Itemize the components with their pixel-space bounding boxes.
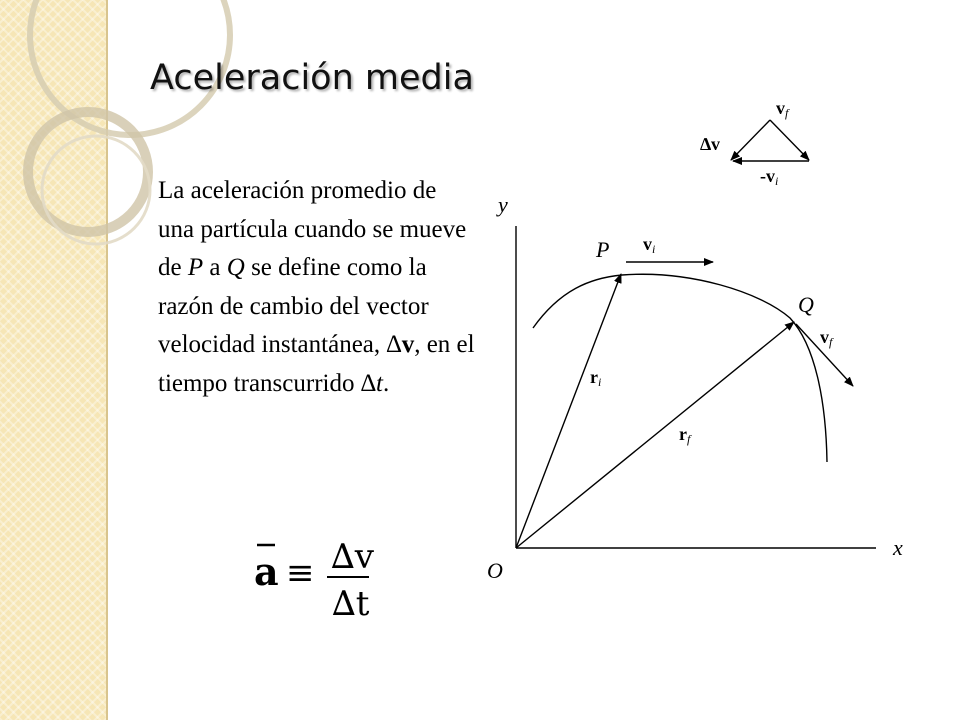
time-symbol: t <box>376 369 383 397</box>
vf-label <box>820 327 834 349</box>
average-acceleration-formula <box>250 528 400 628</box>
velocity-symbol: v <box>401 331 415 359</box>
numerator: ∆v <box>331 537 374 577</box>
acceleration-symbol: a <box>254 549 279 594</box>
point-q-label: Q <box>798 292 814 317</box>
origin-label: O <box>487 558 503 583</box>
denominator: ∆t <box>332 584 370 624</box>
ri-label-main: r <box>590 367 598 387</box>
ri-label <box>590 367 601 389</box>
vi-label-sub: i <box>652 242 656 256</box>
equivalence-symbol: ≡ <box>286 553 315 593</box>
text-segment: La aceleración promedio de una partícula cuando se mueve de <box>158 177 467 282</box>
x-axis-label: x <box>893 535 903 560</box>
ri-label-sub: i <box>598 375 602 389</box>
text-segment: se define como la razón de cambio del vector velocidad instantánea, <box>158 254 429 359</box>
triangle-vf-label <box>776 98 790 120</box>
vi-label <box>643 234 655 256</box>
text-segment: , en el tiempo transcurrido <box>158 331 475 397</box>
point-p-label: P <box>596 237 610 262</box>
triangle-dv-side <box>731 120 770 160</box>
triangle-neg-vi-main: -v <box>760 166 775 186</box>
triangle-neg-vi-label <box>760 166 778 188</box>
triangle-vf-sub: f <box>785 106 789 120</box>
rf-label <box>679 424 692 446</box>
triangle-dv-label: ∆v <box>700 134 721 154</box>
rf-label-sub: f <box>687 432 691 446</box>
rf-label-main: r <box>679 424 687 444</box>
triangle-neg-vi-sub: i <box>775 174 779 188</box>
triangle-vf-main: v <box>776 98 785 118</box>
vi-label-main: v <box>643 234 652 254</box>
vf-label-main: v <box>820 327 829 347</box>
position-vector-ri <box>516 274 621 548</box>
page-title: Aceleración media <box>150 58 474 98</box>
point-q-ref: Q <box>226 254 245 282</box>
text-segment: a <box>203 254 227 282</box>
delta-symbol: ∆ <box>386 331 402 359</box>
delta-symbol: ∆ <box>360 369 377 397</box>
position-vector-rf <box>516 322 794 548</box>
point-p-ref: P <box>187 254 204 282</box>
vf-label-sub: f <box>829 335 833 349</box>
text-segment: . <box>382 369 390 397</box>
y-axis-label: y <box>498 192 508 217</box>
triangle-vf-side <box>770 120 809 160</box>
